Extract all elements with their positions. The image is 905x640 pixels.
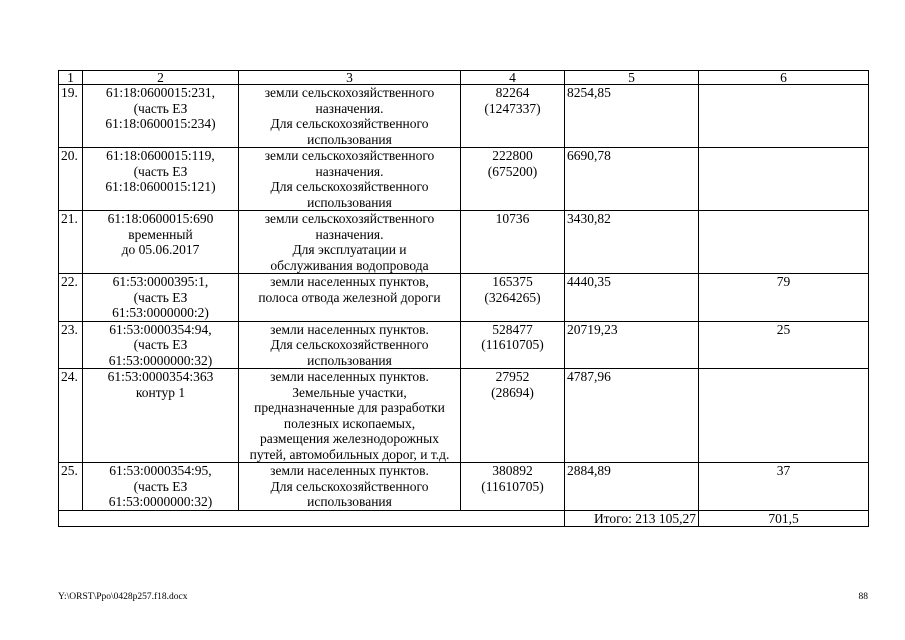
category-line: полезных ископаемых, [283, 415, 416, 431]
area-line: 380892 [492, 463, 533, 478]
area-cell [461, 148, 565, 211]
table-row [59, 211, 869, 274]
category-line: земли населенных пунктов. [270, 369, 429, 384]
category-line: земли сельскохозяйственного [264, 211, 435, 226]
category-line: использования [307, 352, 392, 368]
area-cell [461, 369, 565, 463]
land-category-cell [239, 274, 461, 322]
category-line: размещения железнодорожных [260, 431, 439, 446]
cadastral-line: (часть ЕЗ [133, 289, 188, 305]
land-category-cell [239, 369, 461, 463]
cadastral-line: 61:53:0000395:1, [112, 274, 209, 289]
total-row [59, 510, 869, 527]
land-category-cell [239, 85, 461, 148]
total-label: Итого: 213 105,27 [565, 510, 699, 527]
cadastral-line: 61:18:0600015:231, [105, 85, 216, 100]
cadastral-line: временный [128, 226, 193, 242]
category-line: назначения. [315, 163, 384, 179]
footer-file-path: Y:\ORST\Ppo\0428p257.f18.docx [58, 592, 188, 602]
row-number: 24. [59, 369, 83, 463]
col6-cell [699, 211, 869, 274]
area-line: (11610705) [481, 478, 544, 494]
page-number: 88 [858, 592, 868, 602]
cadastral-number-cell [83, 463, 239, 511]
area-line: (11610705) [481, 337, 544, 352]
total-spacer [59, 510, 565, 527]
area-cell [461, 463, 565, 511]
header-cell: 3 [239, 71, 461, 85]
header-cell: 2 [83, 71, 239, 85]
row-number: 22. [59, 274, 83, 322]
area-line: 82264 [495, 85, 530, 100]
area-line: 27952 [495, 369, 530, 384]
col6-cell: 25 [699, 321, 869, 369]
category-line: Для сельскохозяйственного [270, 116, 429, 131]
cadastral-line: (часть ЕЗ [133, 337, 188, 352]
cost-cell: 6690,78 [565, 148, 699, 211]
row-number: 19. [59, 85, 83, 148]
area-line: (3264265) [484, 289, 541, 305]
table-row [59, 369, 869, 463]
cadastral-number-cell [83, 85, 239, 148]
table-row [59, 85, 869, 148]
land-category-cell [239, 211, 461, 274]
category-line: земли населенных пунктов. [270, 321, 429, 337]
area-line: (28694) [491, 384, 534, 400]
category-line: земли сельскохозяйственного [264, 85, 435, 100]
cadastral-number-cell [83, 369, 239, 463]
col6-cell: 79 [699, 274, 869, 322]
category-line: путей, автомобильных дорог, и т.д. [249, 446, 450, 462]
category-line: использования [307, 494, 392, 509]
cost-cell: 4440,35 [565, 274, 699, 322]
category-line: полоса отвода железной дороги [258, 289, 441, 305]
cadastral-line: (часть ЕЗ [133, 163, 188, 179]
table-row [59, 148, 869, 211]
cost-cell: 4787,96 [565, 369, 699, 463]
cost-cell: 2884,89 [565, 463, 699, 511]
cadastral-line: 61:53:0000000:32) [108, 494, 213, 509]
row-number: 20. [59, 148, 83, 211]
cost-cell: 8254,85 [565, 85, 699, 148]
area-cell [461, 274, 565, 322]
table-row [59, 321, 869, 369]
category-line: Для сельскохозяйственного [270, 478, 429, 494]
category-line: Для эксплуатации и [292, 242, 407, 257]
cadastral-number-cell [83, 274, 239, 322]
category-line: использования [307, 194, 392, 210]
category-line: предназначенные для разработки [254, 400, 445, 415]
cadastral-line: до 05.06.2017 [121, 242, 200, 257]
land-category-cell [239, 148, 461, 211]
header-cell: 4 [461, 71, 565, 85]
area-line: 222800 [492, 148, 533, 163]
category-line: назначения. [315, 100, 384, 116]
cadastral-number-cell [83, 321, 239, 369]
category-line: земли населенных пунктов, [270, 274, 429, 289]
cadastral-line: 61:18:0600015:690 [107, 211, 214, 226]
area-line: 10736 [495, 211, 530, 226]
area-cell [461, 211, 565, 274]
cadastral-line: контур 1 [135, 384, 186, 400]
table-row [59, 274, 869, 322]
area-line: (675200) [487, 163, 538, 179]
category-line: Для сельскохозяйственного [270, 337, 429, 352]
col6-cell [699, 85, 869, 148]
cadastral-line: 61:18:0600015:119, [106, 148, 215, 163]
land-category-cell [239, 463, 461, 511]
table-row [59, 463, 869, 511]
row-number: 23. [59, 321, 83, 369]
col6-cell [699, 148, 869, 211]
cadastral-number-cell [83, 211, 239, 274]
land-plots-table [58, 70, 869, 527]
col6-cell: 37 [699, 463, 869, 511]
cost-cell: 3430,82 [565, 211, 699, 274]
cadastral-line: (часть ЕЗ [133, 100, 188, 116]
category-line: земли населенных пунктов. [270, 463, 429, 478]
category-line: Для сельскохозяйственного [270, 179, 429, 194]
cadastral-line: 61:53:0000000:32) [108, 352, 213, 368]
header-cell: 1 [59, 71, 83, 85]
cadastral-line: (часть ЕЗ [133, 478, 188, 494]
cadastral-line: 61:53:0000354:95, [109, 463, 212, 478]
row-number: 21. [59, 211, 83, 274]
cadastral-line: 61:53:0000354:94, [109, 321, 212, 337]
row-number: 25. [59, 463, 83, 511]
area-line: 165375 [492, 274, 533, 289]
area-line: 528477 [492, 321, 533, 337]
category-line: назначения. [315, 226, 384, 242]
category-line: обслуживания водопровода [270, 257, 429, 273]
land-category-cell [239, 321, 461, 369]
table-header-row [59, 71, 869, 85]
cadastral-line: 61:18:0600015:121) [105, 179, 216, 194]
header-cell: 5 [565, 71, 699, 85]
category-line: земли сельскохозяйственного [264, 148, 435, 163]
category-line: использования [307, 131, 392, 147]
total-col6: 701,5 [699, 510, 869, 527]
category-line: Земельные участки, [292, 384, 407, 400]
cadastral-line: 61:53:0000354:363 [107, 369, 214, 384]
cost-cell: 20719,23 [565, 321, 699, 369]
header-cell: 6 [699, 71, 869, 85]
area-cell [461, 321, 565, 369]
col6-cell [699, 369, 869, 463]
cadastral-line: 61:18:0600015:234) [105, 116, 216, 131]
cadastral-line: 61:53:0000000:2) [112, 305, 209, 320]
area-line: (1247337) [484, 100, 541, 116]
cadastral-number-cell [83, 148, 239, 211]
area-cell [461, 85, 565, 148]
